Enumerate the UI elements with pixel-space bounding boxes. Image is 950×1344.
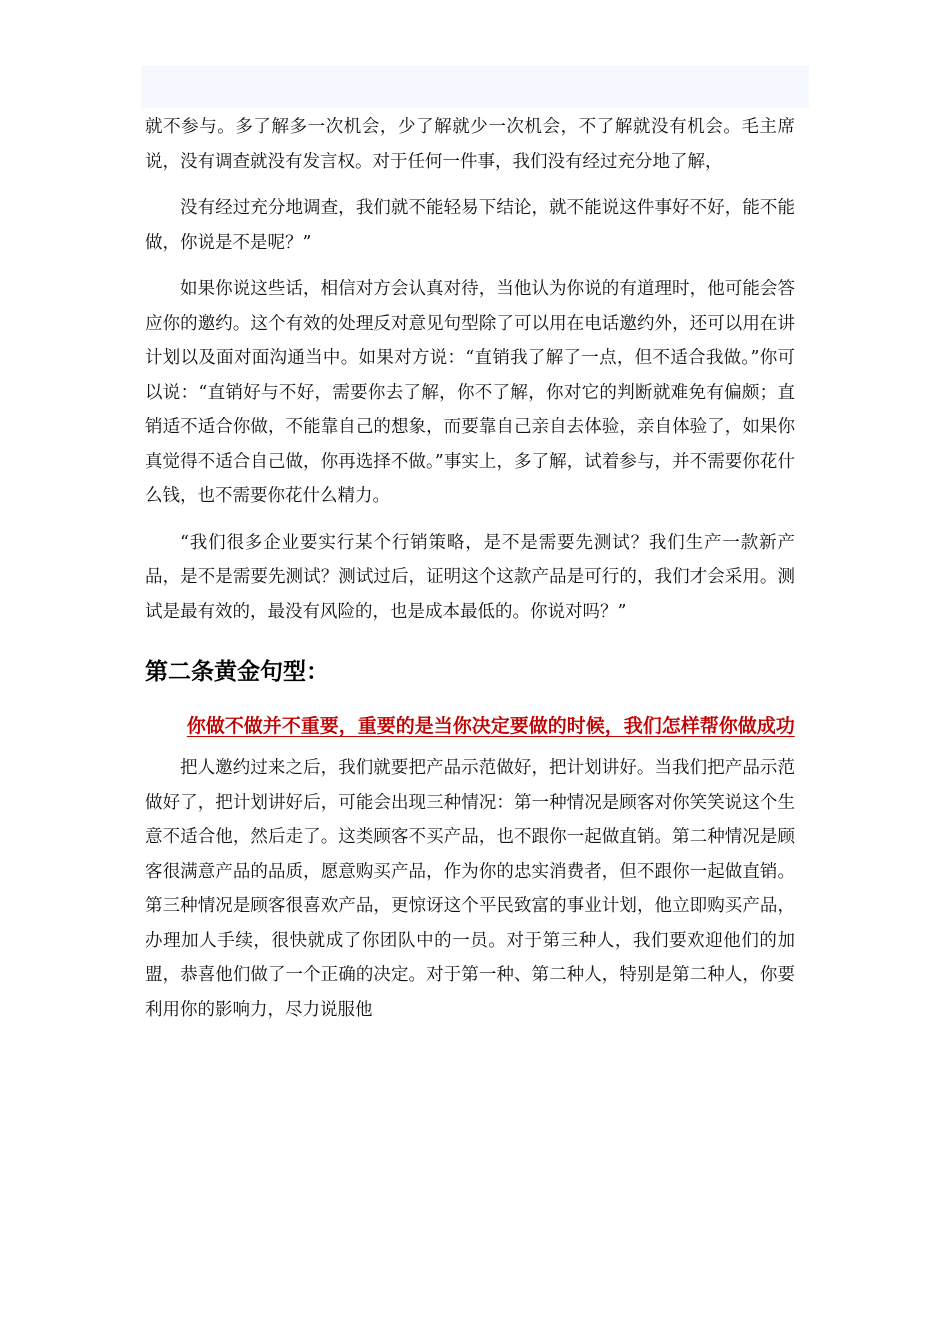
section-heading: 第二条黄金句型： bbox=[145, 659, 329, 685]
paragraph-3: 如果你说这些话，相信对方会认真对待，当他认为你说的有道理时，他可能会答应你的邀约。这个有效的处理反对意见句型除了可以用在电话邀约外，还可以用在讲计划以及面对面沟通当中。如果对方说：“直销我了解了一点，但不适合我做。”你可以说：“直销好与不好，需要你去了解，你不了解，你对它的判断就难免有偏颇；直销适不适合你做，不能靠自己的想象，而要靠自己亲自去体验，亲自体验了，如果你真觉得不适合自己做，你再选择不做。”事实上，多了解，试着参与，并不需要你花什么钱，也不需要你花什么精力。 bbox=[145, 279, 795, 506]
highlight-sentence-text: 你做不做并不重要，重要的是当你决定要做的时候，我们怎样帮你做成功 bbox=[186, 715, 795, 737]
paragraph-1: 就不参与。多了解多一次机会，少了解就少一次机会，不了解就没有机会。毛主席说，没有调查就没有发言权。对于任何一件事，我们没有经过充分地了解， bbox=[145, 117, 795, 172]
header-band bbox=[141, 66, 809, 108]
closing-paragraph: 把人邀约过来之后，我们就要把产品示范做好，把计划讲好。当我们把产品示范做好了，把计划讲好后，可能会出现三种情况：第一种情况是顾客对你笑笑说这个生意不适合他，然后走了。这类顾客不买产品，也不跟你一起做直销。第二种情况是顾客很满意产品的品质，愿意购买产品，作为你的忠实消费者，但不跟你一起做直销。第三种情况是顾客很喜欢产品，更惊讶这个平民致富的事业计划，他立即购买产品，办理加人手续，很快就成了你团队中的一员。对于第三种人，我们要欢迎他们的加盟，恭喜他们做了一个正确的决定。对于第一种、第二种人，特别是第二种人，你要利用你的影响力，尽力说服他 bbox=[145, 758, 795, 1020]
document-body bbox=[145, 110, 795, 1027]
paragraph-2: 没有经过充分地调查，我们就不能轻易下结论，就不能说这件事好不好，能不能做，你说是不是呢？” bbox=[145, 198, 795, 253]
paragraph-4: “我们很多企业要实行某个行销策略，是不是需要先测试？我们生产一款新产品，是不是需要先测试？测试过后，证明这个这款产品是可行的，我们才会采用。测试是最有效的，最没有风险的，也是成本最低的。你说对吗？” bbox=[145, 532, 795, 622]
highlight-sentence bbox=[145, 709, 795, 743]
